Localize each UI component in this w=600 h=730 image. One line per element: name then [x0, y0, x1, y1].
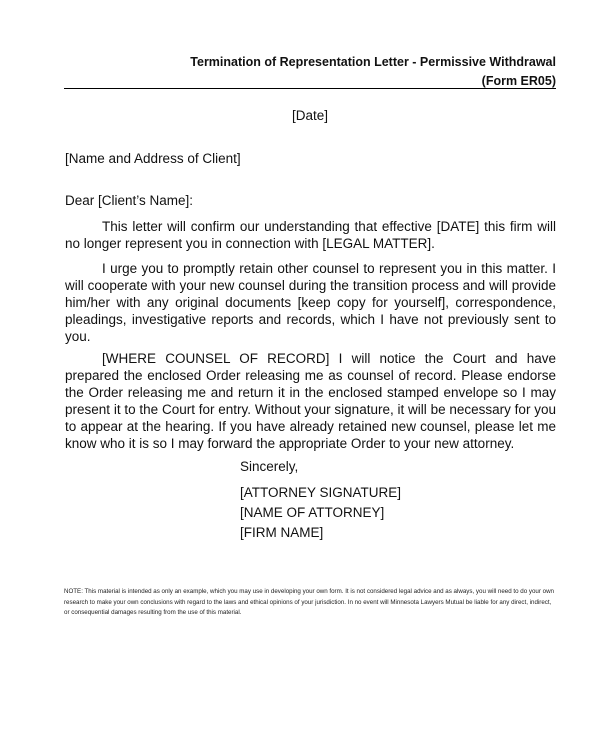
attorney-signature: [ATTORNEY SIGNATURE]	[240, 485, 402, 500]
closing-block	[240, 457, 401, 543]
document-header	[63, 53, 556, 91]
disclaimer-note: NOTE: This material is intended as only an example, which you may use in developing your own form. It is not considered legal advice and as always, you will need to do your own research to make your own conclusions with regard to the laws and ethical opinions of your jurisdiction. In no event will Minnesota Lawyers Mutual be liable for any direct, indirect, or consequential damages resulting from the use of this material.	[64, 588, 554, 616]
paragraph-court-order: [WHERE COUNSEL OF RECORD] I will notice the Court and have prepared the enclosed Order releasing me as counsel of record. Please endorse the Order releasing me and return it in the enclosed stamped envelope so I may present it to the Court for entry. Without your signature, it will be necessary for you to appear at the hearing. If you have already retained new counsel, please let me know who it is so I may forward the appropriate Order to your new attorney.	[65, 351, 556, 451]
document-title: Termination of Representation Letter - Permissive Withdrawal	[190, 55, 556, 69]
header-divider	[64, 88, 556, 89]
form-id: (Form ER05)	[481, 74, 556, 88]
firm-name: [FIRM NAME]	[240, 525, 324, 540]
attorney-name: [NAME OF ATTORNEY]	[240, 505, 385, 520]
paragraph-confirmation: This letter will confirm our understanding that effective [DATE] this firm will no longer represent you in connection with [LEGAL MATTER].	[65, 219, 556, 251]
client-address: [Name and Address of Client]	[65, 151, 241, 166]
paragraph-retain-counsel: I urge you to promptly retain other counsel to represent you in this matter. I will cooperate with your new counsel during the transition process and will provide him/her with any original documents [keep copy for yourself], correspondence, pleadings, investigative reports and records, which I have not previously sent to you.	[65, 261, 556, 344]
salutation: Dear [Client’s Name]:	[65, 193, 194, 208]
sign-off: Sincerely,	[240, 459, 299, 474]
date-placeholder: [Date]	[291, 108, 329, 123]
